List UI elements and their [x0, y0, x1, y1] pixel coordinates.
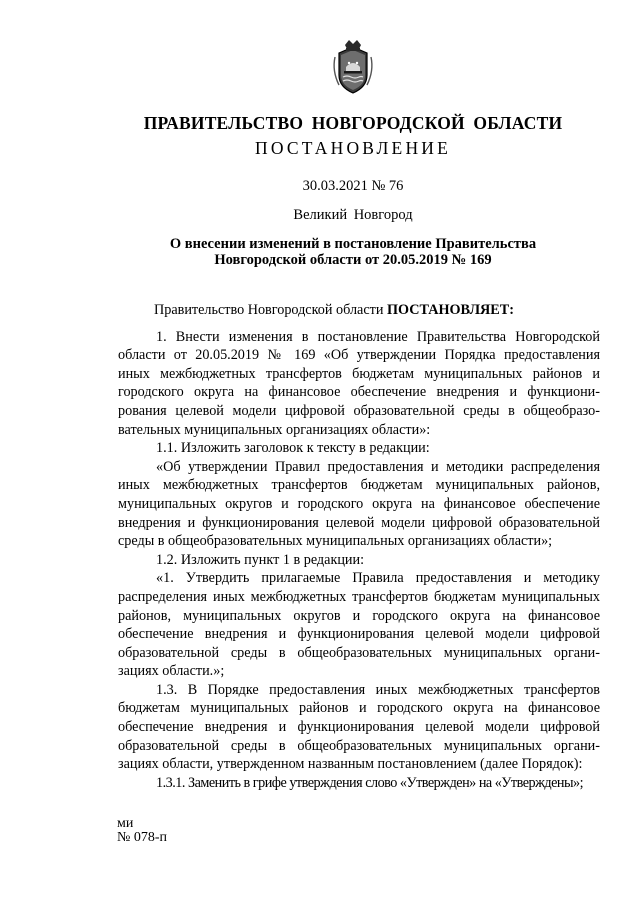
- document-type: ПОСТАНОВЛЕНИЕ: [254, 138, 452, 158]
- text-line: иных межбюджетных трансфертов бюджетам муниципальных районов и: [118, 365, 600, 382]
- document-body: [118, 301, 600, 792]
- text-line: распределения иных межбюджетных трансфертов бюджетам муниципальных: [118, 588, 600, 605]
- document-subject: [0, 236, 640, 268]
- text-line: 1. Внести изменения в постановление Правительства Новгородской: [156, 328, 600, 345]
- text-line: «Об утверждении Правил предоставления и методики распределения: [156, 458, 600, 475]
- intro-decree-word: ПОСТАНОВЛЯЕТ:: [386, 302, 514, 318]
- text-line: образовательной среды в общеобразовательных муниципальных органи-: [118, 644, 600, 661]
- text-line: «1. Утвердить прилагаемые Правила предоставления и методику: [156, 570, 600, 587]
- subject-line: О внесении изменений в постановление Правительства: [169, 236, 537, 252]
- text-line: иных межбюджетных трансфертов бюджетам муниципальных районов,: [118, 477, 600, 494]
- text-line: вательных муниципальных организациях области»:: [118, 421, 431, 438]
- text-line: внедрения и функционирования целевой модели цифровой образовательной: [118, 514, 600, 531]
- registration-code: № 078-п: [117, 830, 168, 845]
- text-line: 1.1. Изложить заголовок к тексту в редакции:: [156, 440, 430, 457]
- executor-initials: ми: [117, 816, 134, 831]
- text-line: обеспечение внедрения и функционирования целевой модели цифровой: [118, 719, 600, 736]
- text-line: среды в общеобразовательных муниципальных организациях области»;: [118, 533, 553, 550]
- text-line: рования целевой модели цифровой образовательной среды в общеобразо-: [118, 402, 600, 419]
- text-line: области от 20.05.2019 № 169 «Об утверждении Порядка предоставления: [118, 347, 600, 364]
- text-line: 1.3. В Порядке предоставления иных межбюджетных трансфертов: [156, 681, 600, 698]
- text-line: обеспечение внедрения и функционирования целевой модели цифровой: [118, 626, 600, 643]
- date-and-number: 30.03.2021 № 76: [302, 178, 404, 194]
- text-line: городского округа на финансовое обеспечение внедрения и функциони-: [118, 384, 600, 401]
- text-line: муниципальных округов и городского округа на финансовое обеспечение: [118, 495, 600, 512]
- government-title: ПРАВИТЕЛЬСТВО НОВГОРОДСКОЙ ОБЛАСТИ: [143, 113, 563, 133]
- city-name: Великий Новгород: [293, 207, 413, 223]
- intro-paragraph: [118, 301, 600, 320]
- text-line: районов, муниципальных округов и городского округа на финансовое: [118, 607, 600, 624]
- document-footer: [117, 817, 167, 845]
- subject-line: Новгородской области от 20.05.2019 № 169: [214, 252, 492, 268]
- text-line: 1.3.1. Заменить в грифе утверждения слово «Утвержден» на «Утверждены»;: [156, 774, 584, 791]
- text-line: зациях области, утвержденном названным постановлением (далее Порядок):: [118, 756, 583, 773]
- text-line: образовательной среды в общеобразовательных муниципальных органи-: [118, 737, 600, 754]
- text-line: бюджетам муниципальных районов и городского округа на финансовое: [118, 700, 600, 717]
- intro-text: Правительство Новгородской области: [154, 302, 387, 318]
- text-line: зациях области.»;: [118, 663, 225, 680]
- coat-of-arms-icon: [329, 37, 377, 95]
- text-line: 1.2. Изложить пункт 1 в редакции:: [156, 551, 365, 568]
